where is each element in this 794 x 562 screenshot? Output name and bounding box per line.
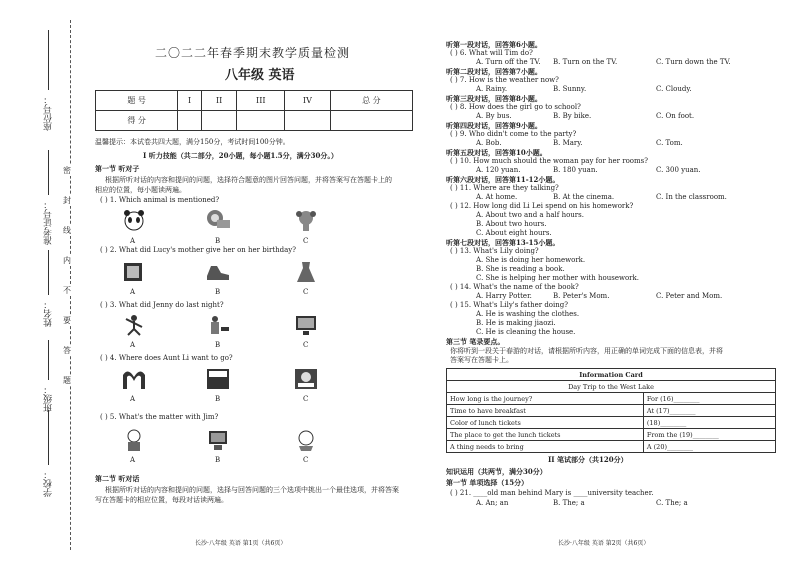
option-b: B. At the cinema. — [553, 193, 615, 201]
option-a: A. At home. — [476, 193, 518, 201]
option-b: B — [215, 341, 221, 349]
sick-boy-icon — [121, 428, 147, 452]
page-footer-left: 长沙·八年级 英语 第1页（共6页） — [195, 540, 287, 547]
info-row-blank[interactable]: A (20)________ — [643, 441, 775, 453]
dialogue-instruction: 听第六段对话，回答第11-12小题。 — [446, 175, 560, 184]
section1-desc: 相应的位置，每小题读两遍。 — [95, 186, 186, 194]
tv-icon — [293, 313, 319, 337]
page-left — [95, 0, 425, 562]
score-cell[interactable] — [237, 111, 285, 131]
answer-option: B. She is reading a book. — [476, 265, 565, 273]
seal-char: 密 — [63, 166, 71, 175]
option-a: A — [130, 237, 136, 245]
answer-option: B. About two hours. — [476, 220, 547, 228]
question-text: ( ) 14. What's the name of the book? — [450, 283, 579, 291]
dancing-icon — [121, 313, 147, 337]
info-row-label: The place to get the lunch tickets — [447, 429, 644, 441]
score-row-label: 得 分 — [96, 111, 178, 131]
seal-char: 题 — [63, 376, 71, 385]
question-3: ( ) 3. What did Jenny do last night? — [100, 301, 224, 309]
score-cell[interactable] — [330, 111, 412, 131]
option-c: C — [303, 456, 309, 464]
option-b: B. Sunny. — [553, 85, 587, 93]
question-text: ( ) 6. What will Tim do? — [450, 49, 533, 57]
option-c: C — [303, 395, 309, 403]
question-4: ( ) 4. Where does Aunt Li want to go? — [100, 354, 233, 362]
dialogue-instruction: 听第二段对话，回答第7小题。 — [446, 67, 542, 76]
info-row-blank[interactable]: At (17)________ — [643, 405, 775, 417]
score-cell[interactable] — [178, 111, 202, 131]
info-row-label: How long is the journey? — [447, 393, 644, 405]
option-b: B — [215, 456, 221, 464]
score-cell[interactable] — [285, 111, 331, 131]
exam-number-underline — [48, 150, 49, 195]
cooking-icon — [205, 313, 231, 337]
option-c: C. Tom. — [656, 139, 683, 147]
seat-number-label: 座位号： — [44, 95, 54, 131]
question-text: ( ) 7. How is the weather now? — [450, 76, 559, 84]
score-header: III — [237, 91, 285, 111]
exam-title: 二〇二二年春季期末教学质量检测 — [155, 46, 351, 60]
option-b: B. Turn on the TV. — [553, 58, 618, 66]
part2-heading: II 笔试部分（共120分） — [548, 455, 628, 464]
option-b: B. By bike. — [553, 112, 592, 120]
seal-char: 不 — [63, 286, 71, 295]
dialogue-instruction: 听第四段对话，回答第9小题。 — [446, 121, 542, 130]
part1-heading: I 听力技能（共二部分，20小题，每小题1.5分，满分30分。） — [143, 151, 338, 160]
option-b: B — [215, 237, 221, 245]
seal-char: 封 — [63, 196, 71, 205]
section2-heading: 第二节 听对话 — [95, 474, 140, 483]
exam-number-label: 准考证号： — [44, 200, 54, 245]
option-a: A. Turn off the TV. — [476, 58, 541, 66]
dialogue-instruction: 听第三段对话，回答第8小题。 — [446, 94, 542, 103]
dialogue-instruction: 听第一段对话，回答第6小题。 — [446, 40, 542, 49]
answer-option: B. He is making jiaozi. — [476, 319, 556, 327]
kfc-icon — [293, 367, 319, 391]
dialogue-instruction: 第三节 笔录要点。 — [446, 337, 505, 346]
school-label: 学校： — [44, 470, 54, 497]
option-a: A — [130, 395, 136, 403]
info-row-blank[interactable]: For (16)________ — [643, 393, 775, 405]
question-5: ( ) 5. What's the matter with Jim? — [100, 413, 219, 421]
info-row-blank[interactable]: (18)________ — [643, 417, 775, 429]
question-text: 答案写在答题卡上。 — [450, 356, 513, 364]
option-c: C — [303, 341, 309, 349]
score-header: I — [178, 91, 202, 111]
info-card-subtitle: Day Trip to the West Lake — [447, 381, 776, 393]
mcdonalds-icon — [121, 367, 147, 391]
name-label: 姓名： — [44, 300, 54, 327]
info-row-label: A thing needs to bring — [447, 441, 644, 453]
question-text: ( ) 12. How long did Li Lei spend on his homework? — [450, 202, 634, 210]
school-underline — [48, 410, 49, 465]
part2-section: 第一节 单项选择（15分） — [446, 478, 529, 487]
info-card-title: Information Card — [447, 369, 776, 381]
option-c: C. 300 yuan. — [656, 166, 701, 174]
answer-option: A. He is washing the clothes. — [476, 310, 580, 318]
section1-heading: 第一节 听对子 — [95, 164, 140, 173]
option-b: B. Mary. — [553, 139, 583, 147]
answer-option: C. He is cleaning the house. — [476, 328, 576, 336]
option-c: C. Cloudy. — [656, 85, 692, 93]
option-a: A — [130, 456, 136, 464]
option-a: A — [130, 341, 136, 349]
seal-char: 内 — [63, 256, 71, 265]
option-c: C. On foot. — [656, 112, 695, 120]
book-icon — [121, 260, 147, 284]
dialogue-instruction: 听第七段对话，回答第13-15小题。 — [446, 238, 560, 247]
score-cell[interactable] — [201, 111, 237, 131]
section2-desc: 根据所听对话的内容和提问的问题，选择与回答问题的三个选项中挑出一个最佳选项，并将答案 — [105, 486, 399, 494]
page-footer-right: 长沙·八年级 英语 第2页（共6页） — [558, 540, 650, 547]
question-21: ( ) 21. ____old man behind Mary is ____university teacher. — [450, 489, 654, 497]
dialogue-instruction: 听第五段对话，回答第10小题。 — [446, 148, 547, 157]
option-c: C. Turn down the TV. — [656, 58, 731, 66]
answer-option: A. She is doing her homework. — [476, 256, 586, 264]
option-a: A. Rainy. — [476, 85, 508, 93]
score-header: IV — [285, 91, 331, 111]
exam-subtitle: 八年级 英语 — [225, 68, 295, 83]
option-b: B — [215, 395, 221, 403]
question-text: 你将听到一段关于春游的对话，请根据所听内容，用正确的单词完成下面的信息表，并将 — [450, 347, 723, 355]
score-header: II — [201, 91, 237, 111]
dress-icon — [293, 260, 319, 284]
part2-subheading: 知识运用（共两节，满分30分） — [446, 467, 547, 476]
option-c: C — [303, 288, 309, 296]
seal-char: 要 — [63, 316, 71, 325]
seal-char: 线 — [63, 226, 71, 235]
information-card — [446, 368, 776, 453]
question-2: ( ) 2. What did Lucy's mother give her on her birthday? — [100, 246, 296, 254]
score-table — [95, 90, 413, 131]
question-text: ( ) 8. How does the girl go to school? — [450, 103, 581, 111]
binding-margin — [0, 0, 95, 562]
seat-number-underline — [48, 30, 49, 90]
question-text: ( ) 9. Who didn't come to the party? — [450, 130, 577, 138]
lion-icon — [205, 208, 231, 232]
answer-option: A. About two and a half hours. — [476, 211, 584, 219]
info-row-label: Time to have breakfast — [447, 405, 644, 417]
seal-char: 答 — [63, 346, 71, 355]
option-a: A. By bus. — [476, 112, 512, 120]
question-text: ( ) 13. What's Lily doing? — [450, 247, 539, 255]
shoe-icon — [205, 260, 231, 284]
option-b: B. Peter's Mom. — [553, 292, 610, 300]
koala-icon — [293, 208, 319, 232]
info-row-blank[interactable]: From the (19)________ — [643, 429, 775, 441]
section1-desc: 根据所听对话的内容和提问的问题，选择符合题意的图片回答问题，并将答案写在答题卡上的 — [105, 176, 392, 184]
option-c: C — [303, 237, 309, 245]
question-1: ( ) 1. Which animal is mentioned? — [100, 196, 220, 204]
option-a: A. 120 yuan. — [476, 166, 521, 174]
option-c: C. In the classroom. — [656, 193, 727, 201]
page-right — [428, 0, 794, 562]
option-b: B — [215, 288, 221, 296]
score-header: 题 号 — [96, 91, 178, 111]
boy-tv-icon — [205, 428, 231, 452]
restaurant-sign-icon — [205, 367, 231, 391]
question-text: ( ) 15. What's Lily's father doing? — [450, 301, 568, 309]
option-a: A — [130, 288, 136, 296]
info-row-label: Color of lunch tickets — [447, 417, 644, 429]
answer-option: C. About eight hours. — [476, 229, 552, 237]
option-a: A. Harry Potter. — [476, 292, 532, 300]
class-underline — [48, 340, 49, 380]
name-underline — [48, 250, 49, 295]
class-label: 班级： — [44, 385, 54, 412]
option-a: A. Bob. — [476, 139, 502, 147]
option-b: B. 180 yuan. — [553, 166, 598, 174]
option-c: C. The; a — [656, 499, 688, 507]
option-b: B. The; a — [553, 499, 585, 507]
notice: 温馨提示：本试卷共四大题，满分150分，考试时间100分钟。 — [95, 138, 290, 146]
panda-icon — [121, 208, 147, 232]
answer-option: C. She is helping her mother with housework. — [476, 274, 639, 282]
section2-desc: 写在答题卡的相应位置，每段对话读两遍。 — [95, 496, 228, 504]
score-header: 总 分 — [330, 91, 412, 111]
question-text: ( ) 10. How much should the woman pay for her rooms? — [450, 157, 649, 165]
toothache-icon — [293, 428, 319, 452]
option-a: A. An; an — [476, 499, 509, 507]
option-c: C. Peter and Mom. — [656, 292, 723, 300]
question-text: ( ) 11. Where are they talking? — [450, 184, 559, 192]
